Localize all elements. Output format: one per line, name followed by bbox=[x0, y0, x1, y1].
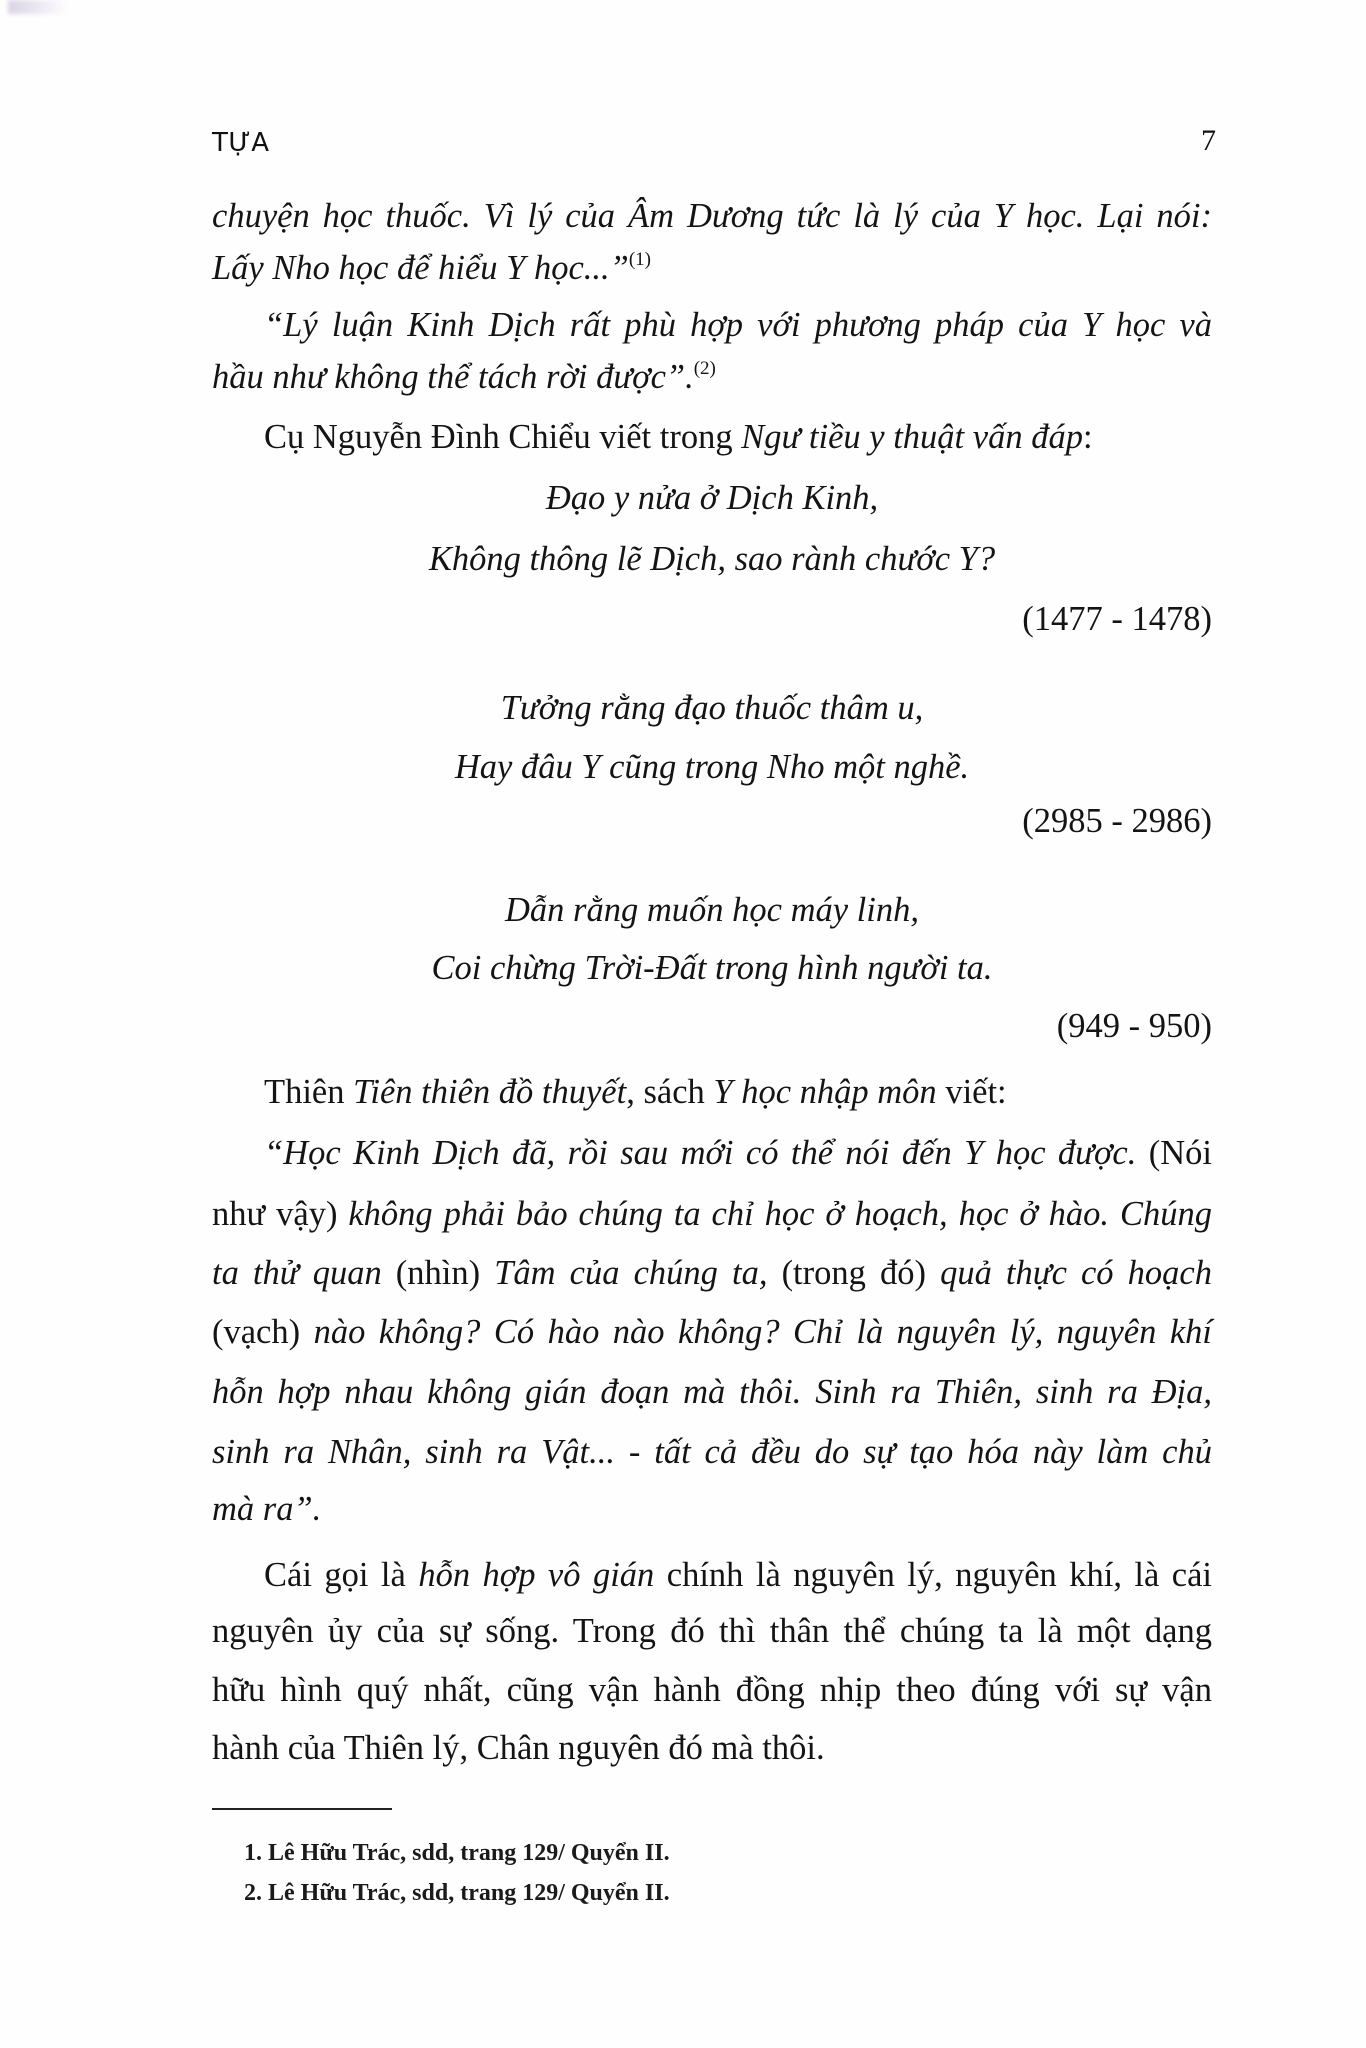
text-line: sinh ra Nhân, sinh ra Vật... - tất cả đều do sự tạo hóa này làm chủ bbox=[212, 1433, 1212, 1471]
verse-line: Hay đâu Y cũng trong Nho một nghề. bbox=[454, 748, 970, 786]
text-line: chuyện học thuốc. Vì lý của Âm Dương tức là lý của Y học. Lại nói: bbox=[212, 197, 1212, 235]
verse-line: Không thông lẽ Dịch, sao rành chước Y? bbox=[428, 540, 996, 578]
emphasis: hỗn hợp vô gián bbox=[418, 1556, 655, 1594]
text-line: hành của Thiên lý, Chân nguyên đó mà thôi. bbox=[212, 1729, 825, 1767]
verse-line: Đạo y nửa ở Dịch Kinh, bbox=[545, 479, 879, 517]
text-line: hữu hình quý nhất, cũng vận hành đồng nhịp theo đúng với sự vận bbox=[212, 1671, 1212, 1709]
text-span: Cụ Nguyễn Đình Chiểu viết trong bbox=[264, 418, 742, 456]
footnote: 1. Lê Hữu Trác, sdd, trang 129/ Quyển II. bbox=[244, 1840, 670, 1866]
text-span: không phải bảo chúng ta chỉ học ở hoạch, học ở hào. Chúng bbox=[337, 1195, 1212, 1233]
text-span: hầu như không thể tách rời được”. bbox=[212, 358, 694, 396]
text-line bbox=[212, 1253, 1212, 1293]
verse-line: Tưởng rằng đạo thuốc thâm u, bbox=[500, 689, 924, 727]
text-line bbox=[212, 357, 1212, 397]
text-span: “Học Kinh Dịch đã, rồi sau mới có thể nói đến Y học được. bbox=[264, 1134, 1137, 1172]
text-line: “Lý luận Kinh Dịch rất phù hợp với phương pháp của Y học và bbox=[264, 306, 1212, 344]
footnote: 2. Lê Hữu Trác, sdd, trang 129/ Quyển II. bbox=[244, 1880, 670, 1906]
running-head: TỰA bbox=[212, 128, 270, 158]
text-line bbox=[212, 1312, 1212, 1352]
verse-ref: (1477 - 1478) bbox=[1022, 600, 1212, 638]
text-line: mà ra”. bbox=[212, 1490, 322, 1528]
text-line bbox=[212, 1555, 1212, 1595]
text-span: Lấy Nho học để hiểu Y học...” bbox=[212, 249, 629, 287]
verse-ref: (2985 - 2986) bbox=[1022, 802, 1212, 840]
text-span: viết: bbox=[936, 1073, 1007, 1111]
text-line bbox=[212, 248, 1212, 288]
text-span: (vạch) bbox=[212, 1313, 301, 1351]
footnote-divider bbox=[212, 1808, 392, 1810]
text-span: (Nói bbox=[1136, 1134, 1212, 1172]
text-span: ta thử quan bbox=[212, 1254, 382, 1292]
text-span: như vậy) bbox=[212, 1195, 338, 1233]
text-span: : bbox=[1082, 418, 1093, 456]
scan-smudge bbox=[8, 0, 68, 14]
text-line bbox=[212, 1194, 1212, 1234]
footnote-ref: (1) bbox=[628, 249, 652, 270]
chapter-title: Tiên thiên đồ thuyết bbox=[353, 1073, 627, 1111]
verse-ref: (949 - 950) bbox=[1056, 1007, 1212, 1045]
text-span: , sách bbox=[626, 1073, 714, 1111]
book-title: Ngư tiều y thuật vấn đáp bbox=[741, 418, 1083, 456]
footnote-ref: (2) bbox=[693, 358, 716, 379]
text-span: Tâm của chúng ta, bbox=[494, 1254, 768, 1292]
text-span: chính là nguyên lý, nguyên khí, là cái bbox=[654, 1556, 1213, 1594]
text-line bbox=[212, 1072, 1212, 1112]
text-span: (trong đó) bbox=[767, 1254, 941, 1292]
book-title: Y học nhập môn bbox=[713, 1073, 937, 1111]
verse-line: Coi chừng Trời-Đất trong hình người ta. bbox=[431, 949, 993, 987]
page-number: 7 bbox=[1201, 124, 1216, 157]
text-span: Cái gọi là bbox=[264, 1556, 419, 1594]
text-line bbox=[212, 1133, 1212, 1173]
text-line bbox=[212, 417, 1212, 457]
text-line: hỗn hợp nhau không gián đoạn mà thôi. Sinh ra Thiên, sinh ra Địa, bbox=[212, 1373, 1212, 1411]
text-span: nào không? Có hào nào không? Chỉ là nguyên lý, nguyên khí bbox=[300, 1313, 1212, 1351]
verse-line: Dẫn rằng muốn học máy linh, bbox=[505, 891, 919, 929]
text-line: nguyên ủy của sự sống. Trong đó thì thân thể chúng ta là một dạng bbox=[212, 1612, 1212, 1650]
text-span: quả thực có hoạch bbox=[940, 1254, 1212, 1292]
text-span: (nhìn) bbox=[381, 1254, 495, 1292]
text-span: Thiên bbox=[264, 1073, 354, 1111]
